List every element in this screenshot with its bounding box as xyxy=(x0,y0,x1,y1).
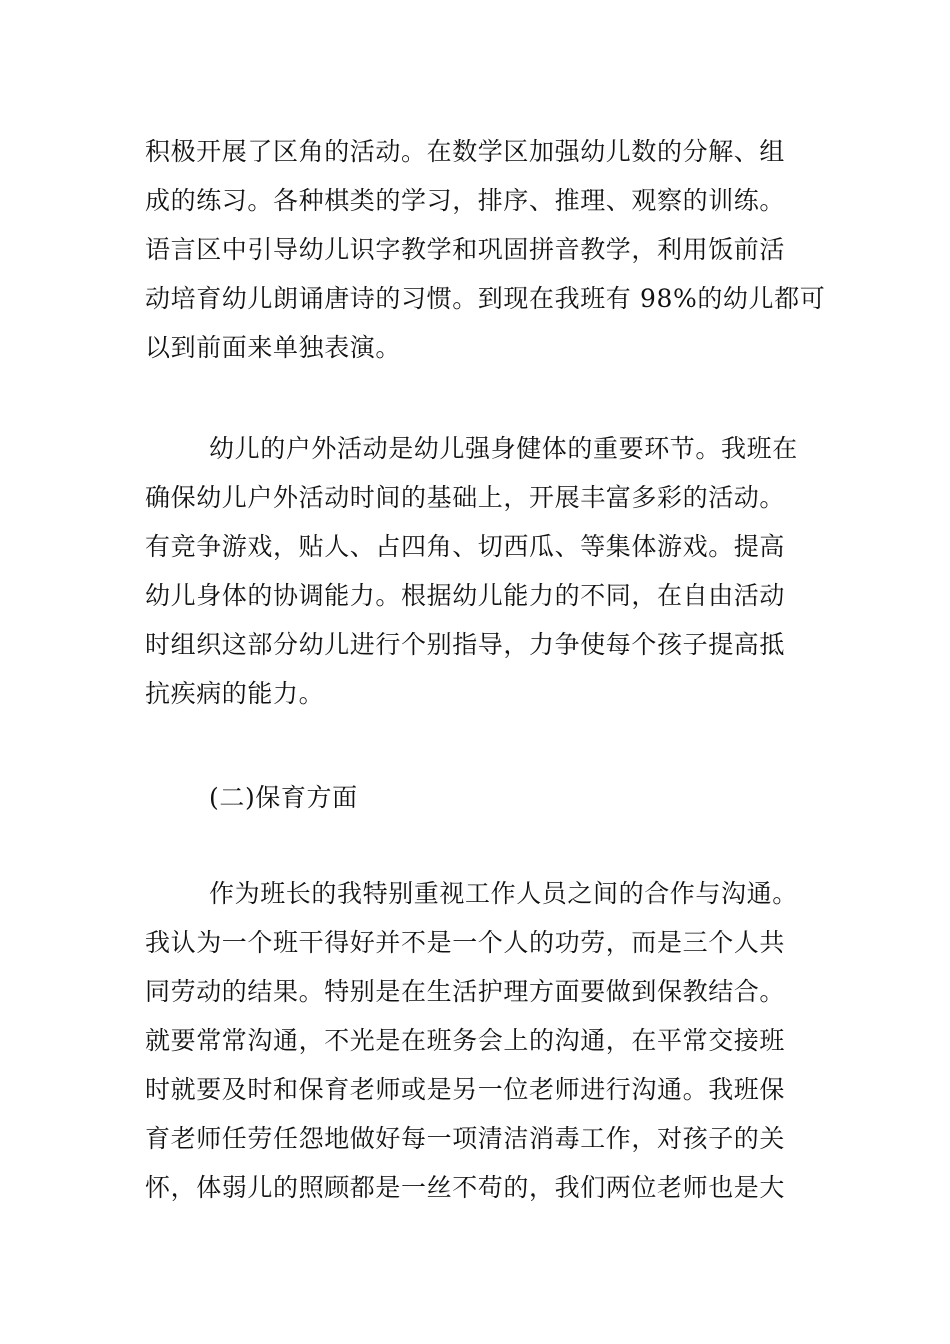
paragraph-line: 语言区中引导幼儿识字教学和巩固拼音教学，利用饭前活 xyxy=(145,235,786,264)
section-heading-care xyxy=(145,773,810,822)
paragraph-line: 抗疾病的能力。 xyxy=(145,679,325,708)
paragraph-line: 时就要及时和保育老师或是另一位老师进行沟通。我班保 xyxy=(145,1075,786,1104)
paragraph-line: 幼儿的户外活动是幼儿强身健体的重要环节。我班在 xyxy=(209,434,798,463)
paragraph-line: 有竞争游戏，贴人、占四角、切西瓜、等集体游戏。提高 xyxy=(145,532,786,561)
paragraph-line: 怀，体弱儿的照顾都是一丝不苟的，我们两位老师也是大 xyxy=(145,1173,786,1202)
paragraph-line: 以到前面来单独表演。 xyxy=(145,333,402,362)
paragraph-line: 成的练习。各种棋类的学习，排序、推理、观察的训练。 xyxy=(145,186,786,215)
section-heading: (二)保育方面 xyxy=(209,783,358,812)
paragraph-line: 我认为一个班干得好并不是一个人的功劳，而是三个人共 xyxy=(145,928,786,957)
paragraph-line: 动培育幼儿朗诵唐诗的习惯。到现在我班有 98%的幼儿都可 xyxy=(145,284,826,313)
paragraph-district-activities xyxy=(145,127,826,372)
paragraph-line: 同劳动的结果。特别是在生活护理方面要做到保教结合。 xyxy=(145,977,786,1006)
paragraph-line: 积极开展了区角的活动。在数学区加强幼儿数的分解、组 xyxy=(145,137,786,166)
paragraph-line: 作为班长的我特别重视工作人员之间的合作与沟通。 xyxy=(209,879,798,908)
paragraph-line: 育老师任劳任怨地做好每一项清洁消毒工作，对孩子的关 xyxy=(145,1124,786,1153)
paragraph-line: 就要常常沟通，不光是在班务会上的沟通，在平常交接班 xyxy=(145,1026,786,1055)
paragraph-line: 确保幼儿户外活动时间的基础上，开展丰富多彩的活动。 xyxy=(145,483,786,512)
paragraph-teamwork xyxy=(145,869,810,1212)
paragraph-line: 幼儿身体的协调能力。根据幼儿能力的不同，在自由活动 xyxy=(145,581,786,610)
paragraph-line: 时组织这部分幼儿进行个别指导，力争使每个孩子提高抵 xyxy=(145,630,786,659)
paragraph-outdoor-activities xyxy=(145,424,810,718)
